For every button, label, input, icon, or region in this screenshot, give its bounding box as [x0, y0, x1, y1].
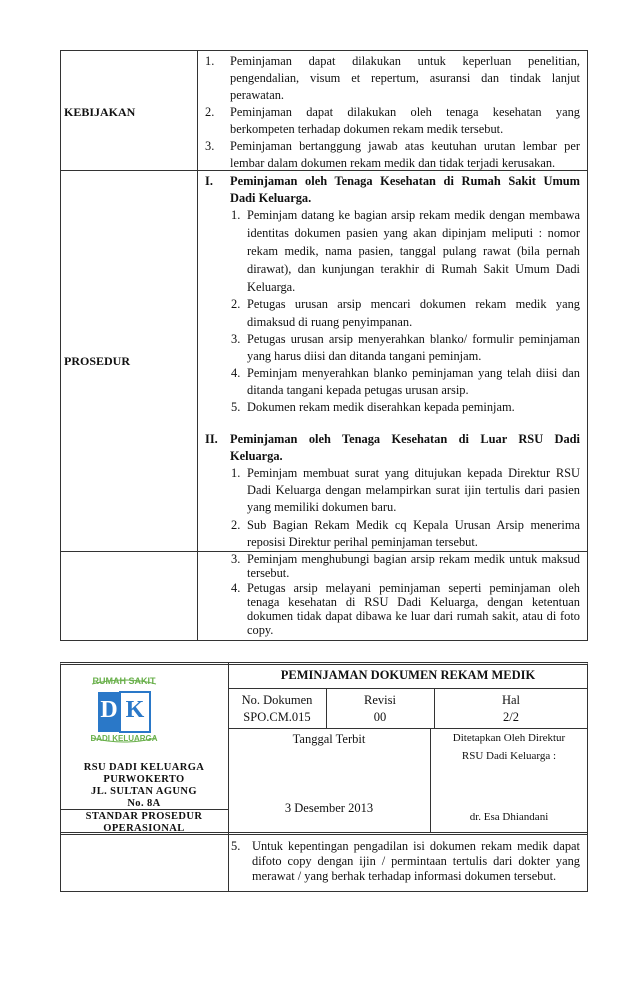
- procedure-item-line: dokumen tidak dapat dibawa ke luar dari rumah sakit, atau di foto: [247, 609, 580, 623]
- procedure-item-number: 3.: [231, 332, 241, 346]
- kebijakan-item-line: perawatan.: [230, 88, 285, 102]
- procedure-item-number: 1.: [231, 208, 241, 222]
- hospital-name: RSU DADI KELUARGA: [83, 762, 205, 773]
- procedure-item-line: tersebut.: [247, 566, 290, 580]
- row-divider: [60, 809, 228, 810]
- procedure-item-line: Peminjam menyerahkan blanko peminjaman yang telah diisi dan: [247, 366, 580, 380]
- tanggal-terbit-value: 3 Desember 2013: [284, 801, 374, 815]
- logo-letter-k: K: [125, 697, 145, 723]
- procedure-item-line: rekam medik, nama pasien, tanggal pulang rawat (bila pernah: [247, 244, 580, 258]
- spo-label: STANDAR PROSEDUR: [85, 811, 203, 822]
- procedure-item-line: Dokumen rekam medik diserahkan kepada peminjam.: [247, 400, 515, 414]
- procedure-item-line: Sub Bagian Rekam Medik cq Kepala Urusan Arsip menerima: [247, 518, 580, 532]
- procedure-item-line: Petugas urusan arsip menyerahkan blanko/ formulir peminjaman: [247, 332, 580, 346]
- row-divider: [228, 728, 588, 729]
- procedure-item-number: 1.: [231, 466, 241, 480]
- logo-top-text: RUMAH SAKIT: [92, 676, 156, 686]
- ditetapkan-label: Ditetapkan Oleh Direktur: [452, 732, 566, 744]
- section-title-line: Dadi Keluarga.: [230, 191, 312, 205]
- procedure-item-line: identitas dokumen pasien yang akan dipinjam meliputi : nomor: [247, 226, 580, 240]
- kebijakan-item-line: lembar dalam dokumen rekam medik dan tidak terjadi kerusakan.: [230, 156, 556, 170]
- hospital-logo: [84, 674, 164, 748]
- procedure-item-line: yang memiliki dokumen baru.: [247, 500, 397, 514]
- procedure-item-number: 4.: [231, 581, 241, 595]
- hospital-street: JL. SULTAN AGUNG: [91, 786, 197, 797]
- procedure-item-line: Peminjam datang ke bagian arsip rekam medik dengan membawa: [247, 208, 580, 222]
- logo-bottom-text: DADI KELUARGA: [90, 734, 158, 743]
- procedure-item-line: yang harus diisi dan ditanda tangani peminjam.: [247, 349, 482, 363]
- kebijakan-item-line: Peminjaman bertanggung jawab atas keutuhan urutan lembar per: [230, 139, 580, 153]
- section-title-line: Keluarga.: [230, 449, 283, 463]
- no-dokumen-value: SPO.CM.015: [243, 710, 311, 724]
- procedure-item-line: Peminjam membuat surat yang ditujukan kepada Direktur RSU: [247, 466, 580, 480]
- kebijakan-item-line: Peminjaman dapat dilakukan oleh tenaga kesehatan yang: [230, 105, 580, 119]
- procedure-item-line: Untuk kepentingan pengadilan isi dokumen rekam medik dapat: [252, 839, 580, 853]
- procedure-item-line: tenaga kesehatan di RSU Dadi Keluarga, dengan ketentuan: [247, 595, 580, 609]
- row-divider: [228, 688, 588, 689]
- no-dokumen-label: No. Dokumen: [241, 693, 313, 707]
- procedure-item-number: 2.: [231, 518, 241, 532]
- revisi-label: Revisi: [364, 693, 396, 707]
- procedure-item-number: 3.: [231, 552, 241, 566]
- kebijakan-item-number: 3.: [205, 139, 215, 153]
- procedure-item-line: Dadi Keluarga dengan melampirkan surat ijin tertulis dari pasien: [247, 483, 580, 497]
- kebijakan-item-number: 1.: [205, 54, 215, 68]
- hal-value: 2/2: [503, 710, 519, 724]
- procedure-item-line: ditanda tangani kepada petugas urusan arsip.: [247, 383, 469, 397]
- spo-label: OPERASIONAL: [103, 823, 185, 834]
- procedure-item-number: 4.: [231, 366, 241, 380]
- hospital-city: PURWOKERTO: [103, 774, 185, 785]
- kebijakan-item-line: Peminjaman dapat dilakukan untuk keperluan penelitian,: [230, 54, 580, 68]
- hospital-number: No. 8A: [127, 798, 161, 809]
- prosedur-label: PROSEDUR: [64, 354, 131, 368]
- logo-letter-d: D: [100, 697, 118, 723]
- procedure-item-number: 2.: [231, 297, 241, 311]
- ditetapkan-label: RSU Dadi Keluarga :: [461, 750, 557, 762]
- procedure-item-line: Petugas urusan arsip mencari dokumen rekam medik yang: [247, 297, 580, 311]
- kebijakan-item-number: 2.: [205, 105, 215, 119]
- procedure-item-line: dirawat), dan kunjungan terakhir di Rumah Sakit Umum Dadi: [247, 262, 580, 276]
- procedure-item-line: Peminjam menghubungi bagian arsip rekam medik untuk maksud: [247, 552, 580, 566]
- tanggal-terbit-label: Tanggal Terbit: [292, 732, 366, 746]
- procedure-item-number: 5.: [231, 400, 241, 414]
- kebijakan-item-line: berkompeten terhadap dokumen rekam medik tersebut.: [230, 122, 504, 136]
- procedure-item-line: Petugas arsip melayani peminjaman seperti peminjaman oleh: [247, 581, 580, 595]
- director-name: dr. Esa Dhiandani: [469, 811, 549, 823]
- procedure-item-line: difoto copy dengan ijin / permintaan tertulis dari dokter yang: [252, 854, 580, 868]
- kebijakan-item-line: pengendalian, visum et repertum, asuransi dan tindak lanjut: [230, 71, 580, 85]
- procedure-item-line: copy.: [247, 623, 274, 637]
- kebijakan-label: KEBIJAKAN: [64, 105, 136, 119]
- procedure-item-line: merawat / yang berhak terhadap informasi dokumen tersebut.: [252, 869, 557, 883]
- procedure-item-line: dimaksud di ruang penyimpanan.: [247, 315, 413, 329]
- section-title-line: Peminjaman oleh Tenaga Kesehatan di Luar RSU Dadi: [230, 432, 580, 446]
- section-number: I.: [205, 174, 213, 188]
- revisi-value: 00: [373, 710, 387, 724]
- procedure-item-line: reposisi Direktur perihal peminjaman tersebut.: [247, 535, 478, 549]
- procedure-item-number: 5.: [231, 839, 241, 853]
- document-title: PEMINJAMAN DOKUMEN REKAM MEDIK: [280, 668, 536, 682]
- section-number: II.: [205, 432, 218, 446]
- column-divider: [197, 50, 198, 641]
- hal-label: Hal: [501, 693, 521, 707]
- procedure-item-line: Keluarga.: [247, 280, 296, 294]
- section-title-line: Peminjaman oleh Tenaga Kesehatan di Rumah Sakit Umum: [230, 174, 580, 188]
